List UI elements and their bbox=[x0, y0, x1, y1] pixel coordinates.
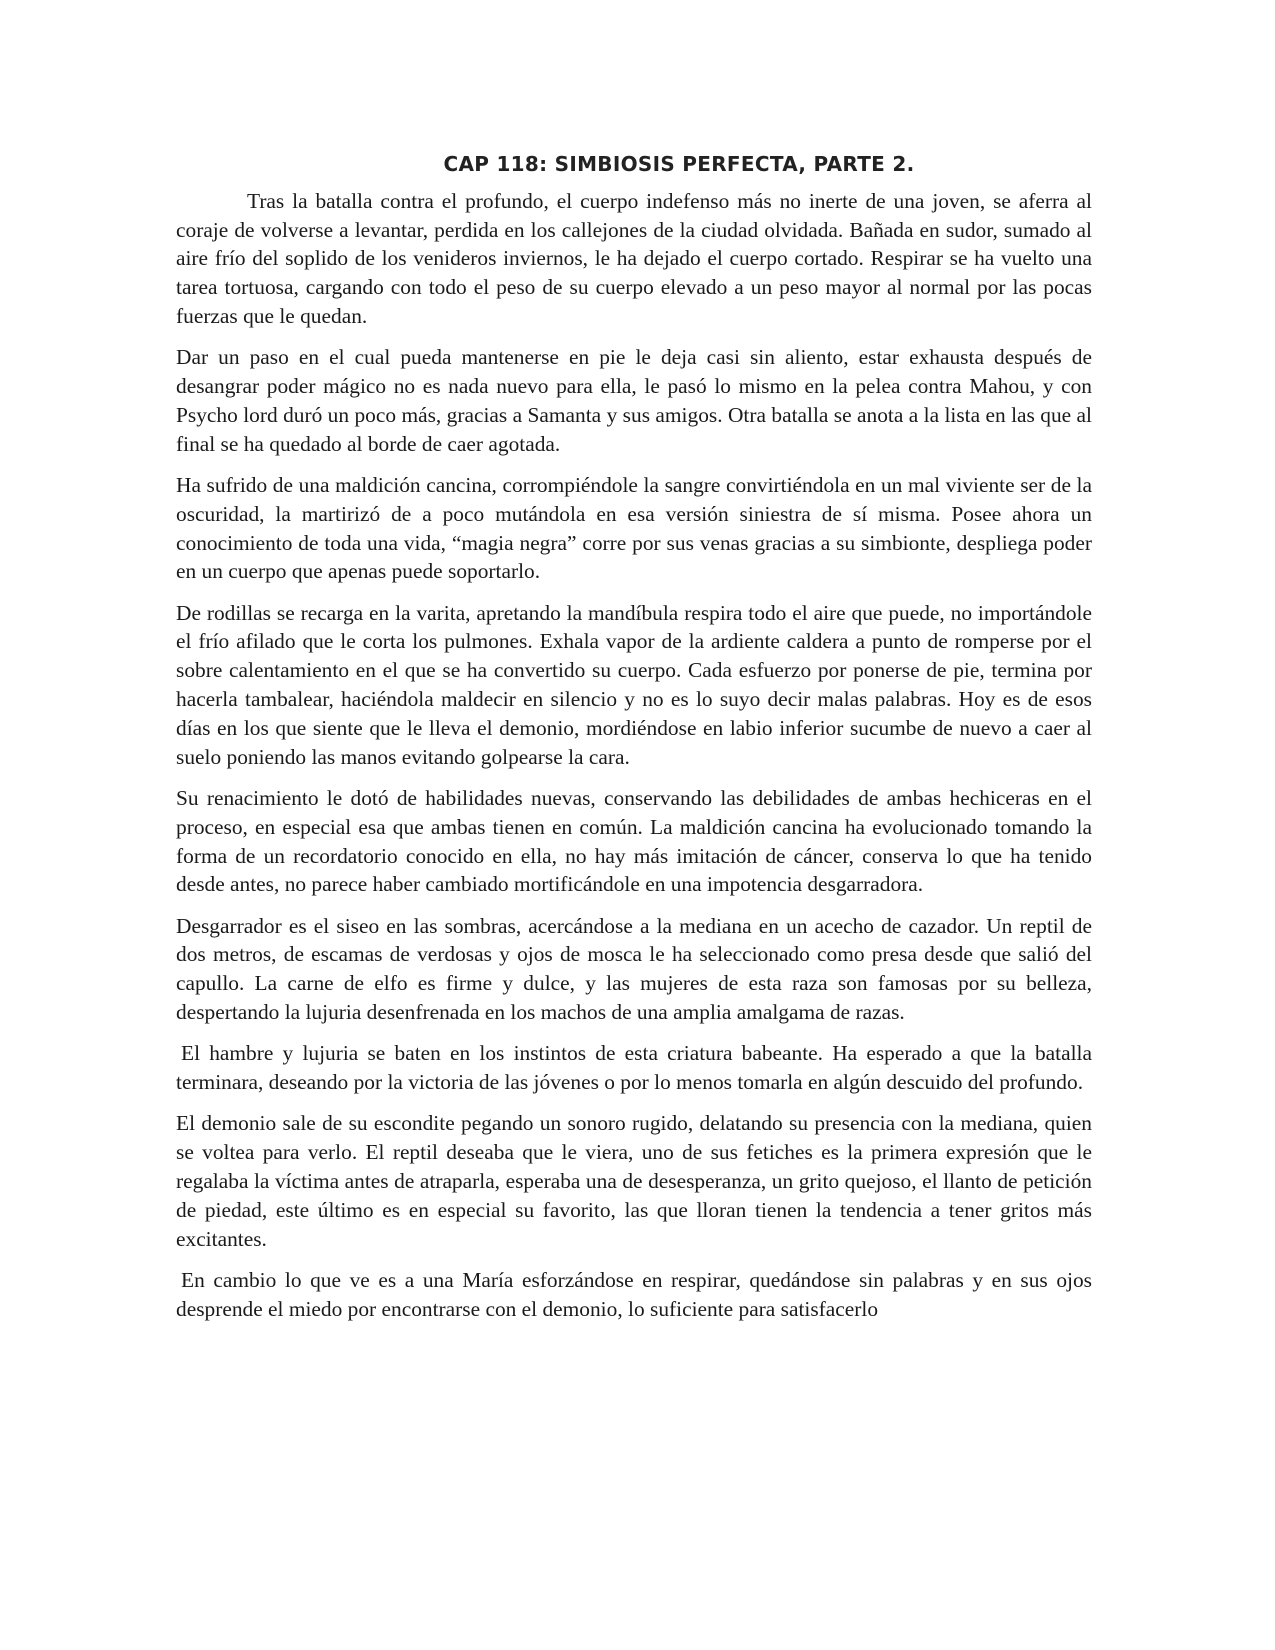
paragraph-1: Tras la batalla contra el profundo, el cuerpo indefenso más no inerte de una joven, se aferra al coraje de volverse a levantar, perdida en los callejones de la ciudad olvidada. Bañada en sudor, sumado al aire frío del soplido de los venideros inviernos, le ha dejado el cuerpo cortado. Respirar se ha vuelto una tarea tortuosa, cargando con todo el peso de su cuerpo elevado a un peso mayor al normal por las pocas fuerzas que le quedan. bbox=[176, 188, 1092, 328]
chapter-title: CAP 118: SIMBIOSIS PERFECTA, PARTE 2. bbox=[443, 152, 915, 176]
paragraph-5: Su renacimiento le dotó de habilidades nuevas, conservando las debilidades de ambas hechiceras en el proceso, en especial esa que ambas tienen en común. La maldición cancina ha evolucionado tomando la forma de un recordatorio conocido en ella, no hay más imitación de cáncer, conserva lo que ha tenido desde antes, no parece haber cambiado mortificándole en una impotencia desgarradora. bbox=[176, 785, 1092, 897]
paragraph-8: El demonio sale de su escondite pegando un sonoro rugido, delatando su presencia con la mediana, quien se voltea para verlo. El reptil deseaba que le viera, uno de sus fetiches es la primera expresión que le regalaba la víctima antes de atraparla, esperaba una de desesperanza, un grito quejoso, el llanto de petición de piedad, este último es en especial su favorito, las que lloran tienen la tendencia a tener gritos más excitantes. bbox=[176, 1111, 1092, 1251]
paragraph-9: En cambio lo que ve es a una María esforzándose en respirar, quedándose sin palabras y en sus ojos desprende el miedo por encontrarse con el demonio, lo suficiente para satisfacerlo bbox=[176, 1267, 1092, 1321]
document-body bbox=[176, 150, 1092, 1336]
paragraph-3: Ha sufrido de una maldición cancina, corrompiéndole la sangre convirtiéndola en un mal viviente ser de la oscuridad, la martirizó de a poco mutándola en esa versión siniestra de sí misma. Posee ahora un conocimiento de toda una vida, “magia negra” corre por sus venas gracias a su simbionte, despliega poder en un cuerpo que apenas puede soportarlo. bbox=[176, 472, 1092, 584]
paragraph-6: Desgarrador es el siseo en las sombras, acercándose a la mediana en un acecho de cazador. Un reptil de dos metros, de escamas de verdosas y ojos de mosca le ha seleccionado como presa desde que salió del capullo. La carne de elfo es firme y dulce, y las mujeres de esta raza son famosas por su belleza, despertando la lujuria desenfrenada en los machos de una amplia amalgama de razas. bbox=[176, 913, 1092, 1025]
paragraph-4: De rodillas se recarga en la varita, apretando la mandíbula respira todo el aire que puede, no importándole el frío afilado que le corta los pulmones. Exhala vapor de la ardiente caldera a punto de romperse por el sobre calentamiento en el que se ha convertido su cuerpo. Cada esfuerzo por ponerse de pie, termina por hacerla tambalear, haciéndola maldecir en silencio y no es lo suyo decir malas palabras. Hoy es de esos días en los que siente que le lleva el demonio, mordiéndose en labio inferior sucumbe de nuevo a caer al suelo poniendo las manos evitando golpearse la cara. bbox=[176, 600, 1092, 769]
paragraph-2: Dar un paso en el cual pueda mantenerse en pie le deja casi sin aliento, estar exhausta después de desangrar poder mágico no es nada nuevo para ella, le pasó lo mismo en la pelea contra Mahou, y con Psycho lord duró un poco más, gracias a Samanta y sus amigos. Otra batalla se anota a la lista en las que al final se ha quedado al borde de caer agotada. bbox=[176, 345, 1092, 456]
paragraph-7: El hambre y lujuria se baten en los instintos de esta criatura babeante. Ha esperado a que la batalla terminara, deseando por la victoria de las jóvenes o por lo menos tomarla en algún descuido del profundo. bbox=[176, 1041, 1092, 1095]
